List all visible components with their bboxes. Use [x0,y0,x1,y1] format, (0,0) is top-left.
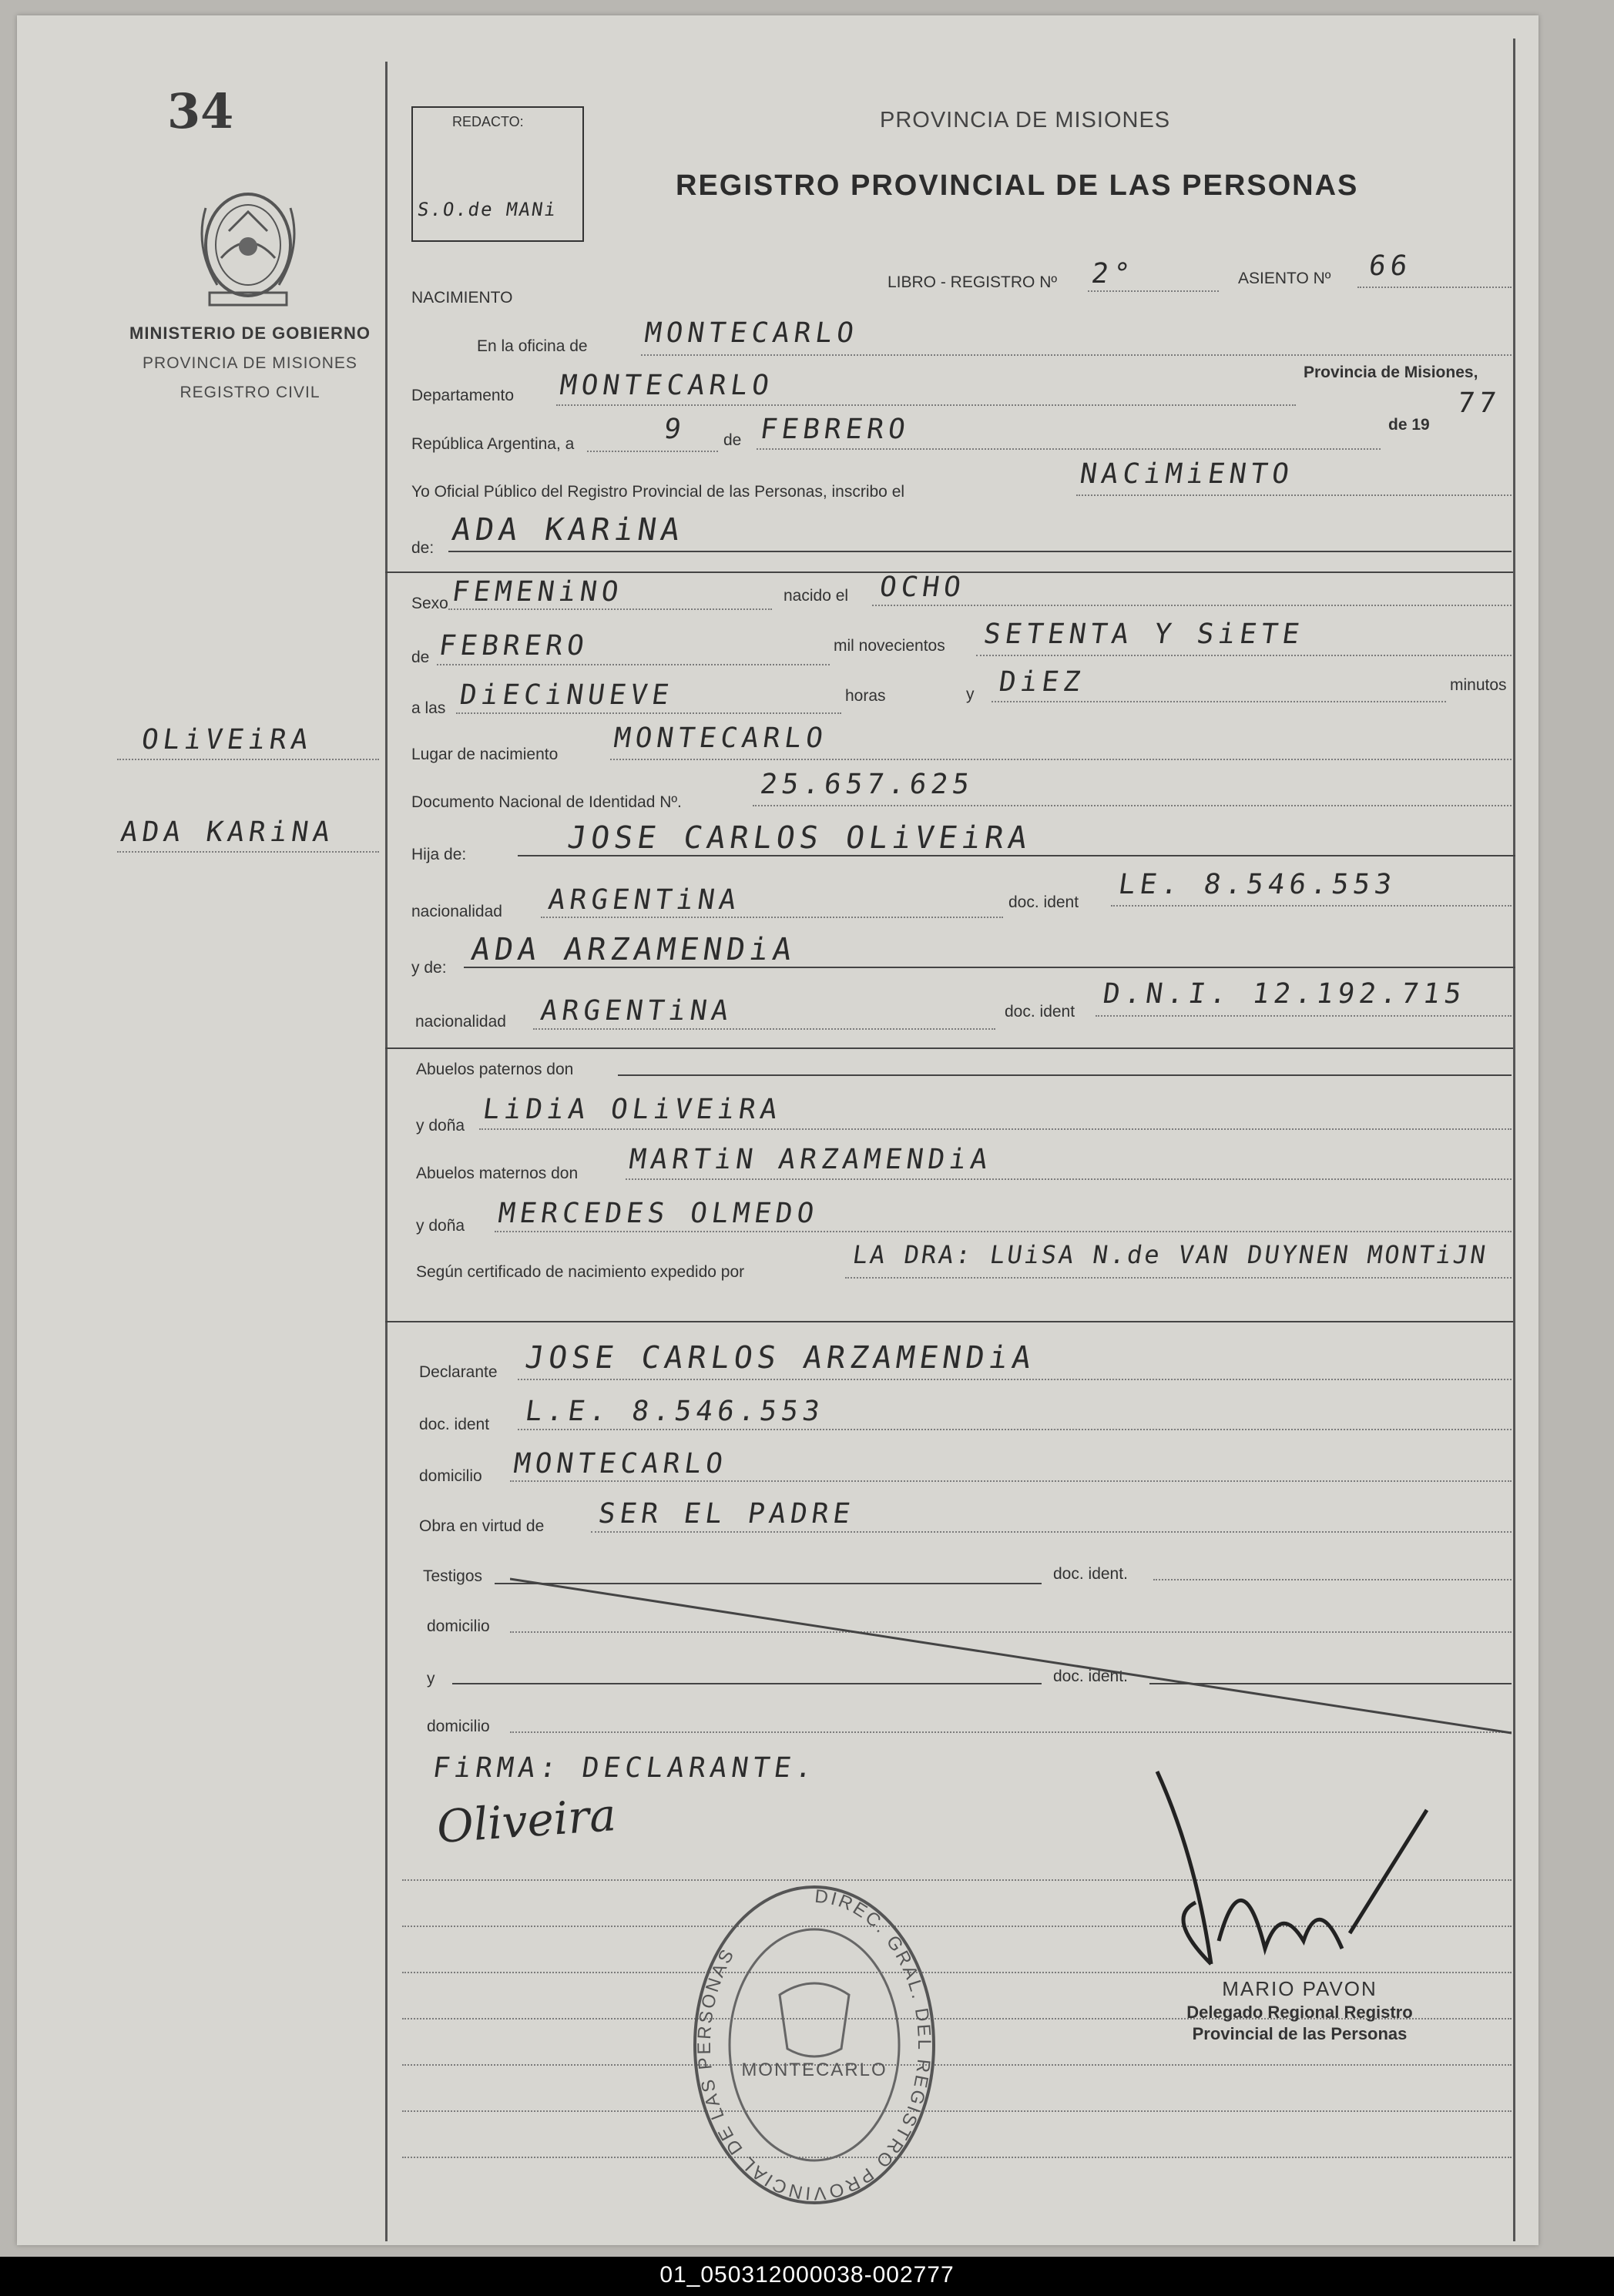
padre-nac-value: ARGENTiNA [546,884,743,916]
obra-value: SER EL PADRE [596,1498,857,1530]
madre-nac-label: nacionalidad [415,1013,506,1031]
provincia-label: Provincia de Misiones, [1304,364,1478,381]
column-divider [385,62,388,2241]
de-mes-value: FEBRERO [437,630,591,662]
test-doc-label: doc. ident. [1053,1565,1128,1583]
decl-doc-value: L.E. 8.546.553 [523,1396,827,1427]
yde-label: y de: [411,959,447,977]
padre-doc-label: doc. ident [1008,893,1079,911]
margin-names: ADA KARiNA [119,816,337,848]
page-number: 34 [167,83,234,139]
header-province: PROVINCIA DE MISIONES [880,108,1171,132]
seal-ring-text: DIREC. GRAL. DEL REGISTRO PROVINCIAL DE LAS PERSONAS [693,1885,935,2204]
y2-label: y [427,1670,435,1688]
libro-value: 2° [1089,258,1137,290]
official-signature [1149,1764,1473,1995]
official-title-1: Delegado Regional Registro [1186,2003,1413,2022]
de-label: de [723,431,742,449]
alas-value: DiECiNUEVE [458,679,676,711]
oficina-label: En la oficina de [477,337,588,355]
minutos-label: minutos [1450,676,1507,694]
testigos-label: Testigos [423,1567,483,1585]
madre-doc-value: D.N.I. 12.192.715 [1101,978,1468,1010]
test-dom-label: domicilio [427,1617,490,1635]
cancel-stroke [510,1571,1512,1748]
margin-surname: OLiVEiRA [139,724,315,756]
certificado-value: LA DRA: LUiSA N.de VAN DUYNEN MONTiJN [851,1240,1490,1269]
domicilio-label: domicilio [419,1467,482,1485]
ministry-title: MINISTERIO DE GOBIERNO [129,323,371,343]
de-nombre-label: de: [411,539,435,557]
coat-of-arms-icon [186,185,310,316]
hora-label: horas [845,687,886,705]
padre-nac-label: nacionalidad [411,903,502,920]
dni-value: 25.657.625 [758,769,976,800]
redacto-value: S.O.de MANi [416,199,559,220]
abuelo-mat-value: MARTiN ARZAMENDiA [627,1144,995,1175]
seal-center-text: MONTECARLO [741,2060,888,2080]
official-name: MARIO PAVON [1222,1977,1377,2000]
lugar-label: Lugar de nacimiento [411,746,559,763]
oficial-value: NACiMiENTO [1078,458,1296,490]
nacido-value: OCHO [877,571,968,603]
image-identifier: 01_050312000038-002777 [659,2262,955,2288]
registry-title: REGISTRO PROVINCIAL DE LAS PERSONAS [676,169,1359,202]
mil-value: SETENTA Y SiETE [981,618,1306,650]
mes-value: FEBRERO [758,414,912,445]
asiento-value: 66 [1367,250,1414,282]
oficina-value: MONTECARLO [643,317,861,349]
declarante-value: JOSE CARLOS ARZAMENDiA [522,1340,1039,1376]
hija-label: Hija de: [411,846,467,863]
sexo-label: Sexo [411,595,448,612]
departamento-value: MONTECARLO [558,370,776,401]
right-border [1513,39,1515,2241]
padre-doc-value: LE. 8.546.553 [1116,869,1398,900]
padre-value: JOSE CARLOS OLiVEiRA [565,820,1034,856]
oficial-label: Yo Oficial Público del Registro Provincial de las Personas, inscribo el [411,483,905,501]
lugar-value: MONTECARLO [612,722,830,754]
dia-value: 9 [662,414,688,445]
official-title-2: Provincial de las Personas [1192,2024,1408,2043]
abuela-pat-value: LiDiA OLiVEiRA [481,1094,784,1125]
section-label: NACIMIENTO [411,289,513,307]
abuela-mat-value: MERCEDES OLMEDO [496,1198,820,1229]
declarante-label: Declarante [419,1363,498,1381]
certificado-label: Según certificado de nacimiento expedido por [416,1263,745,1281]
test2-dom-label: domicilio [427,1718,490,1735]
minutos-value: DiEZ [997,666,1087,698]
domicilio-value: MONTECARLO [512,1448,730,1480]
republica-label: República Argentina, a [411,435,575,453]
firma-value: FiRMA: DECLARANTE. [431,1752,820,1784]
abuelos-pat-label: Abuelos paternos don [416,1061,574,1078]
madre-nac-value: ARGENTiNA [539,995,735,1027]
anio-label: de 19 [1388,416,1430,434]
document-sheet [17,15,1539,2245]
decl-doc-label: doc. ident [419,1416,490,1433]
sexo-value: FEMENiNO [450,576,626,608]
test2-doc-label: doc. ident. [1053,1668,1128,1685]
alas-label: a las [411,699,446,717]
nacido-label: nacido el [784,587,849,605]
asiento-label: ASIENTO Nº [1238,270,1331,287]
left-registry: REGISTRO CIVIL [180,384,320,401]
redacto-label: REDACTO: [452,114,524,129]
obra-label: Obra en virtud de [419,1517,545,1535]
nombre-value: ADA KARiNA [449,512,687,548]
mil-label: mil novecientos [834,637,945,655]
abuela-mat-label: y doña [416,1217,465,1235]
anio-value: 77 [1455,387,1503,419]
abuela-pat-label: y doña [416,1117,465,1135]
libro-label: LIBRO - REGISTRO Nº [888,273,1058,291]
abuelos-mat-label: Abuelos maternos don [416,1165,579,1182]
departamento-label: Departamento [411,387,515,404]
official-stamp-block [1138,1976,1461,2046]
dni-label: Documento Nacional de Identidad Nº. [411,793,682,811]
de-mes-label: de [411,649,430,666]
official-seal-stamp [687,1879,941,2211]
madre-value: ADA ARZAMENDiA [468,932,799,967]
left-province: PROVINCIA DE MISIONES [143,354,357,372]
y-label: y [966,685,975,703]
declarant-signature: Oliveira [435,1788,618,1854]
madre-doc-label: doc. ident [1005,1003,1075,1021]
